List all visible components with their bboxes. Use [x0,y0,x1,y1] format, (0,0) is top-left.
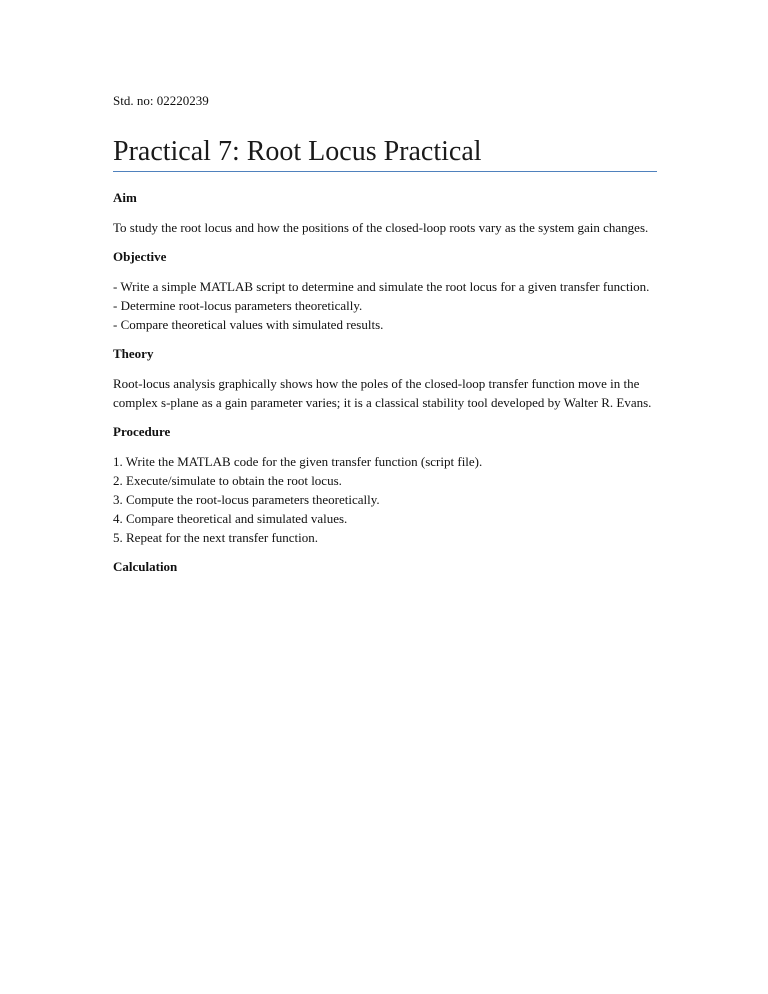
procedure-step: 1. Write the MATLAB code for the given transfer function (script file). [113,454,483,469]
objective-item: - Compare theoretical values with simulated results. [113,317,384,332]
objective-item: - Determine root-locus parameters theoretically. [113,298,363,313]
aim-text: To study the root locus and how the positions of the closed-loop roots vary as the system gain changes. [113,220,649,235]
procedure-step: 2. Execute/simulate to obtain the root locus. [113,473,342,488]
theory-text: Root-locus analysis graphically shows how the poles of the closed-loop transfer function move in the complex s-plane as a gain parameter varies; it is a classical stability tool developed by Walter R. Evans. [113,376,652,410]
procedure-heading: Procedure [113,424,171,439]
student-number: Std. no: 02220239 [113,93,209,108]
objective-list [113,277,657,334]
procedure-step: 4. Compare theoretical and simulated values. [113,511,348,526]
aim-heading: Aim [113,190,137,205]
theory-heading: Theory [113,346,154,361]
procedure-list [113,452,657,547]
document-title: Practical 7: Root Locus Practical [113,135,657,172]
objective-heading: Objective [113,249,167,264]
procedure-step: 3. Compute the root-locus parameters theoretically. [113,492,380,507]
calculation-heading: Calculation [113,559,178,574]
procedure-step: 5. Repeat for the next transfer function. [113,530,319,545]
document-body [113,190,657,575]
objective-item: - Write a simple MATLAB script to determine and simulate the root locus for a given transfer function. [113,279,650,294]
